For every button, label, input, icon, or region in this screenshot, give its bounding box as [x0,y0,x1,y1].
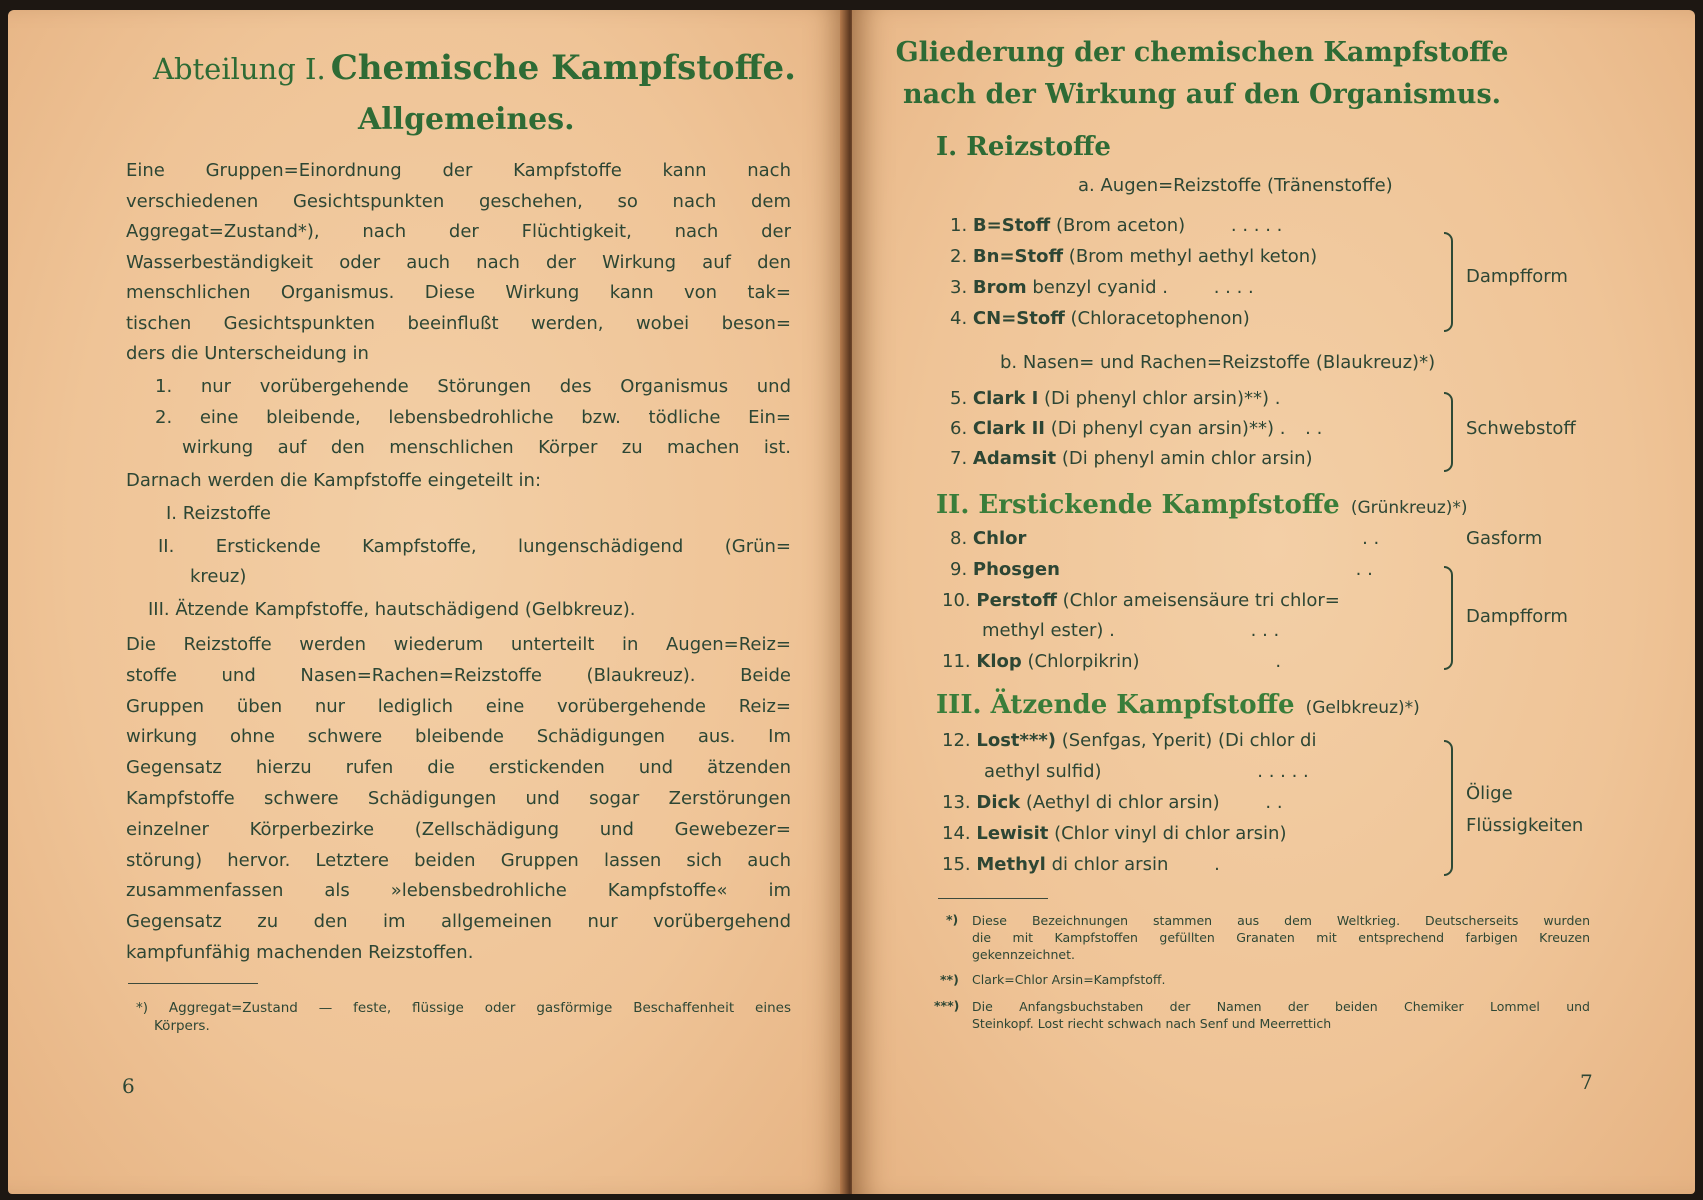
item-name: Methyl [976,854,1046,875]
text-line: zusammenfassen als »lebensbedrohliche Kampfstoffe« im [126,880,791,902]
section-aetzende [936,690,1420,720]
list-item [942,854,1220,875]
division-intro: Darnach werden die Kampfstoffe eingeteilt in: [126,470,542,491]
text-line: Kampfstoffe schwere Schädigungen und sogar Zerstörungen [126,787,791,809]
text-line: Aggregat=Zustand*), nach der Flüchtigkeit, nach der [126,221,791,242]
left-page [8,10,846,1194]
brace-bracket [1444,740,1453,876]
item-name: Adamsit [972,448,1057,469]
footnote-mark: ***) [934,998,960,1013]
list-item-cont [982,620,1279,641]
effect-item-2-cont: wirkung auf den menschlichen Körper zu machen ist. [182,437,791,458]
item-dots: . . . [1250,620,1280,641]
item-number: 7. [950,448,968,469]
item-dots: . [1275,651,1282,672]
text-line: Gegensatz zu den im allgemeinen nur vorübergehend [126,911,791,933]
footnote-line: Steinkopf. Lost riecht schwach nach Senf und Meerrettich [972,1016,1332,1031]
item-number: 10. [942,590,971,611]
group-label-oelige [1466,778,1583,842]
item-chem: benzyl cyanid . [1032,277,1168,298]
item-number: 8. [950,528,968,549]
list-item [942,823,1286,844]
item-name: Bn=Stoff [972,246,1064,267]
footnote-1 [972,912,1590,963]
footnote-3 [972,998,1590,1032]
division-item-1: I. Reizstoffe [166,503,271,524]
footnote-2: Clark=Chlor Arsin=Kampfstoff. [972,972,1166,987]
subsection-nasen: b. Nasen= und Rachen=Reizstoffe (Blaukreuz)*) [1000,352,1436,373]
text-line: tischen Gesichtspunkten beeinflußt werden, wobei beson= [126,312,791,334]
text-line: einzelner Körperbezirke (Zellschädigung und Gewebezer= [126,818,791,840]
text-line: stoffe und Nasen=Rachen=Reizstoffe (Blaukreuz). Beide [126,664,791,686]
title-line: Gliederung der chemischen Kampfstoffe [895,37,1509,68]
label-line: Flüssigkeiten [1466,815,1584,836]
footnote-line: Diese Bezeichnungen stammen aus dem Weltkrieg. Deutscherseits wurden [972,913,1590,928]
text-line: Gruppen üben nur lediglich eine vorübergehende Reiz= [126,695,791,717]
item-chem: (Brom methyl aethyl keton) [1068,246,1318,267]
list-item [942,590,1340,611]
footnote-aggregat-cont: Körpers. [154,1018,210,1034]
item-dots: . . . . [1213,277,1254,298]
page-number: 7 [1580,1070,1593,1094]
section-reizstoffe: I. Reizstoffe [936,132,1111,162]
text-line: störung) hervor. Letztere beiden Gruppen lassen sich auch [126,849,791,871]
footnote-rule [128,983,258,984]
section-note: (Gelbkreuz)*) [1305,698,1420,718]
subsection-augen: a. Augen=Reizstoffe (Tränenstoffe) [1078,175,1393,196]
label-line: Ölige [1466,783,1513,804]
brace-bracket [1444,392,1453,472]
list-item-cont [984,761,1309,782]
item-number: 15. [942,854,971,875]
item-number: 11. [942,651,971,672]
list-item [950,388,1280,409]
list-item [942,730,1316,751]
section-erstickende [936,490,1468,520]
list-item [950,559,1373,580]
text-line: Eine Gruppen=Einordnung der Kampfstoffe kann nach [126,160,791,181]
text-line: Gegensatz hierzu rufen die erstickenden und ätzenden [126,757,791,779]
page-number: 6 [122,1074,135,1098]
text-line: verschiedenen Gesichtspunkten geschehen, so nach dem [126,190,791,212]
effect-item-1: 1. nur vorübergehende Störungen des Organismus und [155,376,791,397]
division-item-2-cont: kreuz) [190,566,247,587]
chapter-title [153,48,796,88]
section-subtitle: Allgemeines. [358,102,575,137]
item-number: 5. [950,388,968,409]
item-number: 13. [942,792,971,813]
item-name: B=Stoff [972,215,1051,236]
list-item [950,308,1250,329]
intro-text [126,156,791,370]
item-dots: . . [1355,559,1373,580]
right-title [892,32,1512,116]
item-number: 4. [950,308,968,329]
item-chem: (Chlor ameisensäure tri chlor= [1062,590,1340,611]
text-line: Wasserbeständigkeit oder auch nach der Wirkung auf den [126,251,791,273]
group-label-gasform: Gasform [1466,528,1543,549]
item-chem: (Brom aceton) [1055,215,1186,236]
text-line: wirkung ohne schwere bleibende Schädigungen aus. Im [126,726,791,748]
item-name: Lewisit [976,823,1049,844]
item-chem: aethyl sulfid) [984,761,1102,782]
item-name: Perstoff [976,590,1057,611]
list-item [950,528,1379,549]
item-chem: (Chloracetophenon) [1070,308,1250,329]
item-chem: (Chlorpikrin) [1027,651,1140,672]
item-name: Clark II [972,418,1045,439]
brace-bracket [1444,566,1453,670]
item-chem: (Chlor vinyl di chlor arsin) [1054,823,1287,844]
list-item [950,448,1313,469]
item-dots: . . [1305,418,1323,439]
list-item [950,215,1282,236]
item-name: Dick [976,792,1021,813]
item-dots: . . . . . [1257,761,1309,782]
list-item [942,651,1281,672]
section-title: III. Ätzende Kampfstoffe [936,690,1295,720]
text-line: kampfunfähig machenden Reizstoffen. [126,941,474,963]
brace-bracket [1444,232,1453,332]
section-note: (Grünkreuz)*) [1350,498,1468,518]
footnote-mark: **) [940,972,959,987]
item-dots: . . [1265,792,1283,813]
footnote-line: die mit Kampfstoffen gefüllten Granaten mit entsprechend farbigen Kreuzen [972,930,1590,945]
footnote-line: Die Anfangsbuchstaben der Namen der beiden Chemiker Lommel und [972,999,1590,1014]
item-number: 3. [950,277,968,298]
item-dots: . . . . . [1230,215,1283,236]
list-item [942,792,1283,813]
item-name: Phosgen [972,559,1060,580]
item-number: 2. [950,246,968,267]
item-name: Klop [976,651,1022,672]
item-name: Lost***) [976,730,1056,751]
item-chem: di chlor arsin [1051,854,1169,875]
item-dots: . [1214,854,1220,875]
footnote-rule [938,898,1048,899]
text-line: ders die Unterscheidung in [126,343,369,364]
item-chem: (Di phenyl chlor arsin)**) . [1044,388,1281,409]
chapter-number: Abteilung I. [153,52,326,86]
item-chem: (Di phenyl amin chlor arsin) [1061,448,1313,469]
item-name: Brom [972,277,1027,298]
item-number: 6. [950,418,968,439]
footnote-aggregat: *) Aggregat=Zustand — feste, flüssige oder gasförmige Beschaffenheit eines [136,1000,791,1016]
item-number: 1. [950,215,968,236]
list-item [950,418,1322,439]
footnote-line: gekennzeichnet. [972,947,1075,962]
footnote-mark: *) [946,912,959,927]
title-line: nach der Wirkung auf den Organismus. [902,79,1502,110]
effect-item-2: 2. eine bleibende, lebensbedrohliche bzw. tödliche Ein= [155,407,791,428]
group-label-dampfform: Dampfform [1466,266,1568,287]
division-item-3: III. Ätzende Kampfstoffe, hautschädigend (Gelbkreuz). [148,599,636,620]
item-chem: (Di phenyl cyan arsin)**) . [1050,418,1286,439]
item-chem: (Aethyl di chlor arsin) [1025,792,1220,813]
group-label-dampfform-2: Dampfform [1466,606,1568,627]
text-line: menschlichen Organismus. Diese Wirkung kann von tak= [126,282,791,303]
item-chem: methyl ester) . [982,620,1115,641]
item-dots: . . [1362,528,1380,549]
item-chem: (Senfgas, Yperit) (Di chlor di [1061,730,1317,751]
item-name: Clark I [972,388,1039,409]
item-number: 9. [950,559,968,580]
item-number: 14. [942,823,971,844]
division-item-2: II. Erstickende Kampfstoffe, lungenschädigend (Grün= [158,536,791,557]
list-item [950,277,1254,298]
section-title: II. Erstickende Kampfstoffe [936,490,1340,520]
item-number: 12. [942,730,971,751]
group-label-schwebstoff: Schwebstoff [1466,418,1576,439]
right-page [852,10,1695,1194]
text-line: Die Reizstoffe werden wiederum unterteilt in Augen=Reiz= [126,634,791,655]
item-name: Chlor [972,528,1027,549]
chapter-main-title: Chemische Kampfstoffe. [330,48,796,88]
body-paragraph [126,630,791,969]
list-item [950,246,1317,267]
item-name: CN=Stoff [972,308,1065,329]
